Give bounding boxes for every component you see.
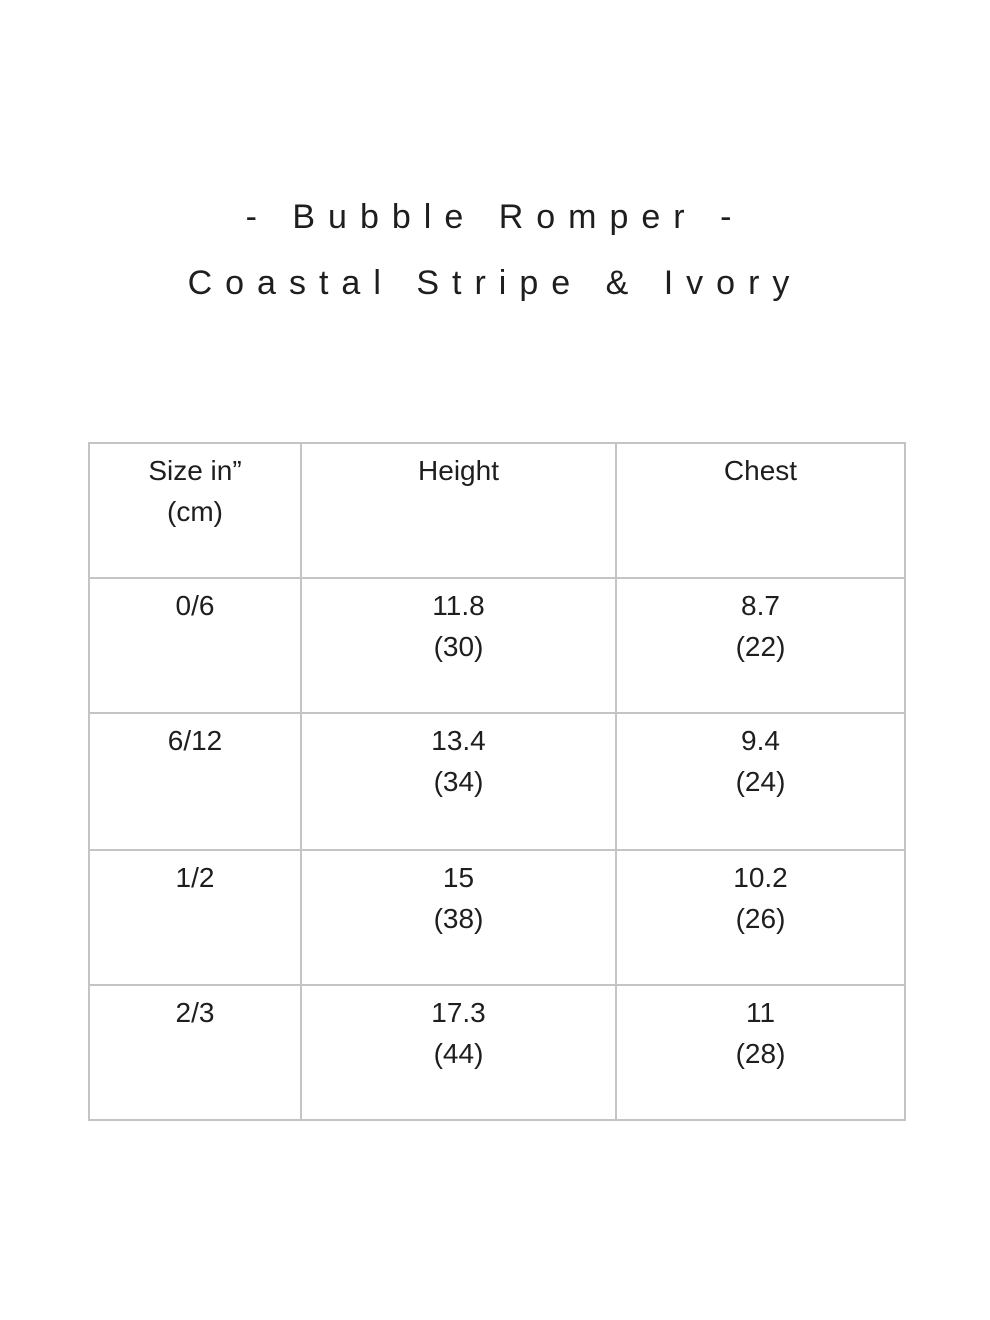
header-height [301,443,616,578]
chest-cell [616,713,905,850]
size-chart-table [88,442,906,1121]
chest-cell [616,578,905,713]
size-cell [89,578,301,713]
title-line-1: - Bubble Romper - [245,198,745,236]
table-row [89,578,905,713]
chest-cm: (22) [735,631,786,662]
size-cell [89,985,301,1120]
header-size-label: Size in” [148,455,242,486]
height-cell [301,985,616,1120]
size-cell [89,713,301,850]
title-line-2: Coastal Stripe & Ivory [187,264,803,302]
height-cell [301,850,616,985]
chest-inches: 10.2 [733,862,788,893]
header-chest [616,443,905,578]
height-inches: 17.3 [431,997,486,1028]
chest-cm: (28) [735,1038,786,1069]
table-header-row [89,443,905,578]
table-row [89,985,905,1120]
header-height-label: Height [418,455,499,486]
header-chest-label: Chest [723,455,798,486]
chest-inches: 8.7 [741,590,780,621]
height-cm: (44) [433,1038,484,1069]
table-row [89,713,905,850]
size-cell [89,850,301,985]
size-value: 0/6 [175,590,215,621]
height-cm: (30) [433,631,484,662]
chest-cm: (26) [735,903,786,934]
height-inches: 15 [442,862,475,893]
chest-cm: (24) [735,766,786,797]
height-cell [301,713,616,850]
table-row [89,850,905,985]
height-inches: 11.8 [432,590,485,621]
chest-inches: 9.4 [741,725,780,756]
chest-inches: 11 [745,997,776,1028]
size-value: 1/2 [175,862,215,893]
chest-cell [616,850,905,985]
header-size-unit: (cm) [167,496,223,527]
chest-cell [616,985,905,1120]
height-cm: (34) [433,766,484,797]
size-value: 6/12 [167,725,223,756]
height-cm: (38) [433,903,484,934]
size-value: 2/3 [175,997,215,1028]
height-cell [301,578,616,713]
height-inches: 13.4 [431,725,486,756]
header-size [89,443,301,578]
